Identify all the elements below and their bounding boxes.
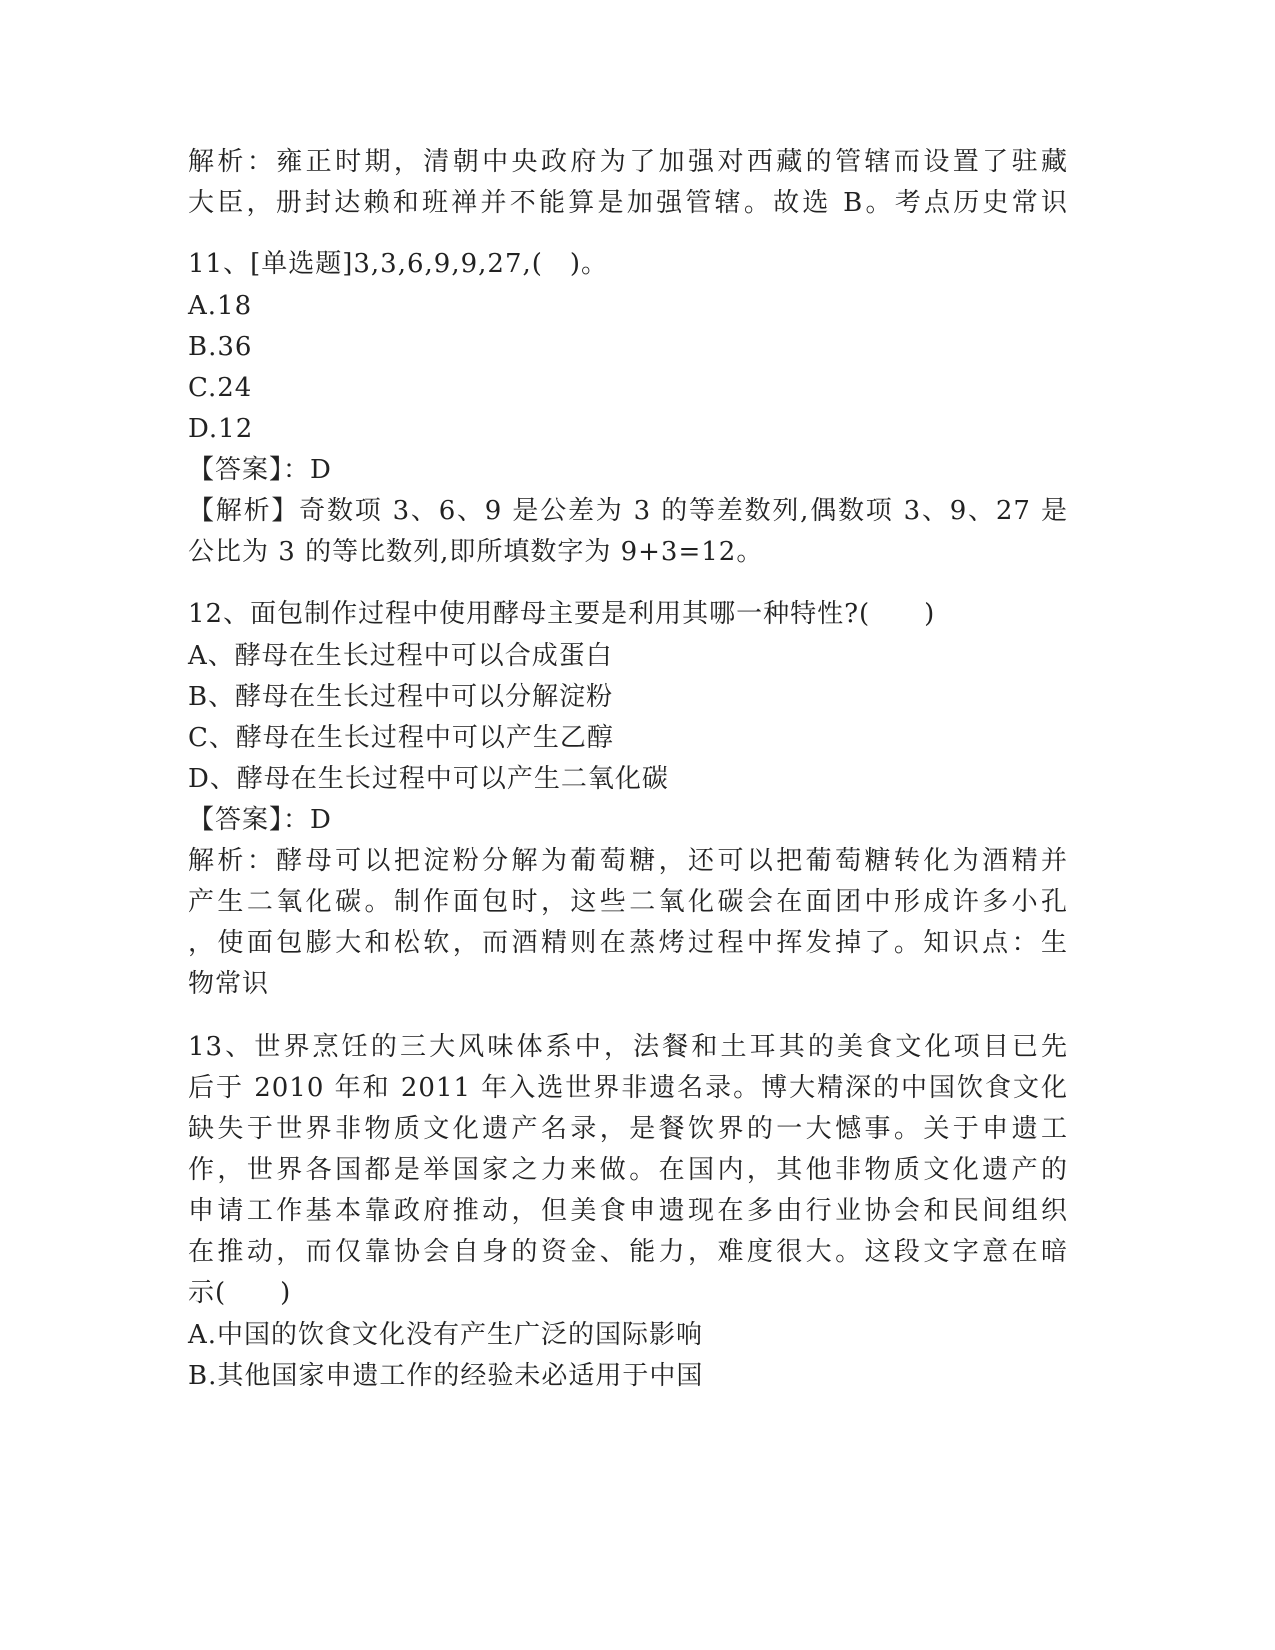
q12-explanation-line-4: 物常识	[188, 969, 270, 999]
q13-question-line-6: 在推动，而仅靠协会自身的资金、能力，难度很大。这段文字意在暗	[188, 1237, 1068, 1267]
q12-option-d: D、酵母在生长过程中可以产生二氧化碳	[188, 764, 669, 794]
q12-option-c: C、酵母在生长过程中可以产生乙醇	[188, 723, 614, 753]
q11-answer: 【答案】：D	[188, 455, 332, 485]
q12-answer: 【答案】：D	[188, 805, 332, 835]
q12-explanation-line-1: 解析：酵母可以把淀粉分解为葡萄糖，还可以把葡萄糖转化为酒精并	[188, 846, 1068, 876]
q13-question-line-4: 作，世界各国都是举国家之力来做。在国内，其他非物质文化遗产的	[188, 1155, 1068, 1185]
q12-option-b: B、酵母在生长过程中可以分解淀粉	[188, 682, 614, 712]
q11-question: 11、[单选题]3,3,6,9,9,27,( )。	[188, 249, 609, 279]
q13-option-a: A.中国的饮食文化没有产生广泛的国际影响	[188, 1320, 704, 1350]
q13-question-line-7: 示( )	[188, 1278, 292, 1308]
q11-analysis-line-2: 公比为 3 的等比数列,即所填数字为 9+3=12。	[188, 537, 764, 567]
q11-option-a: A.18	[188, 291, 253, 321]
q13-question-line-1: 13、世界烹饪的三大风味体系中，法餐和土耳其的美食文化项目已先	[188, 1032, 1068, 1062]
q11-option-b: B.36	[188, 332, 253, 362]
q12-explanation-line-3: ，使面包膨大和松软，而酒精则在蒸烤过程中挥发掉了。知识点：生	[188, 928, 1068, 958]
q10-explanation-line-2: 大臣，册封达赖和班禅并不能算是加强管辖。故选 B。考点历史常识	[188, 188, 1068, 218]
q13-question-line-3: 缺失于世界非物质文化遗产名录，是餐饮界的一大憾事。关于申遗工	[188, 1114, 1068, 1144]
q12-question: 12、面包制作过程中使用酵母主要是利用其哪一种特性?( )	[188, 599, 936, 629]
q13-option-b: B.其他国家申遗工作的经验未必适用于中国	[188, 1361, 704, 1391]
q11-option-d: D.12	[188, 414, 254, 444]
q12-option-a: A、酵母在生长过程中可以合成蛋白	[188, 641, 613, 671]
q11-analysis-line-1: 【解析】奇数项 3、6、9 是公差为 3 的等差数列,偶数项 3、9、27 是	[188, 496, 1068, 526]
q13-question-line-5: 申请工作基本靠政府推动，但美食申遗现在多由行业协会和民间组织	[188, 1196, 1068, 1226]
q12-explanation-line-2: 产生二氧化碳。制作面包时，这些二氧化碳会在面团中形成许多小孔	[188, 887, 1068, 917]
q11-option-c: C.24	[188, 373, 253, 403]
q10-explanation-line-1: 解析：雍正时期，清朝中央政府为了加强对西藏的管辖而设置了驻藏	[188, 147, 1068, 177]
q13-question-line-2: 后于 2010 年和 2011 年入选世界非遗名录。博大精深的中国饮食文化	[188, 1073, 1068, 1103]
